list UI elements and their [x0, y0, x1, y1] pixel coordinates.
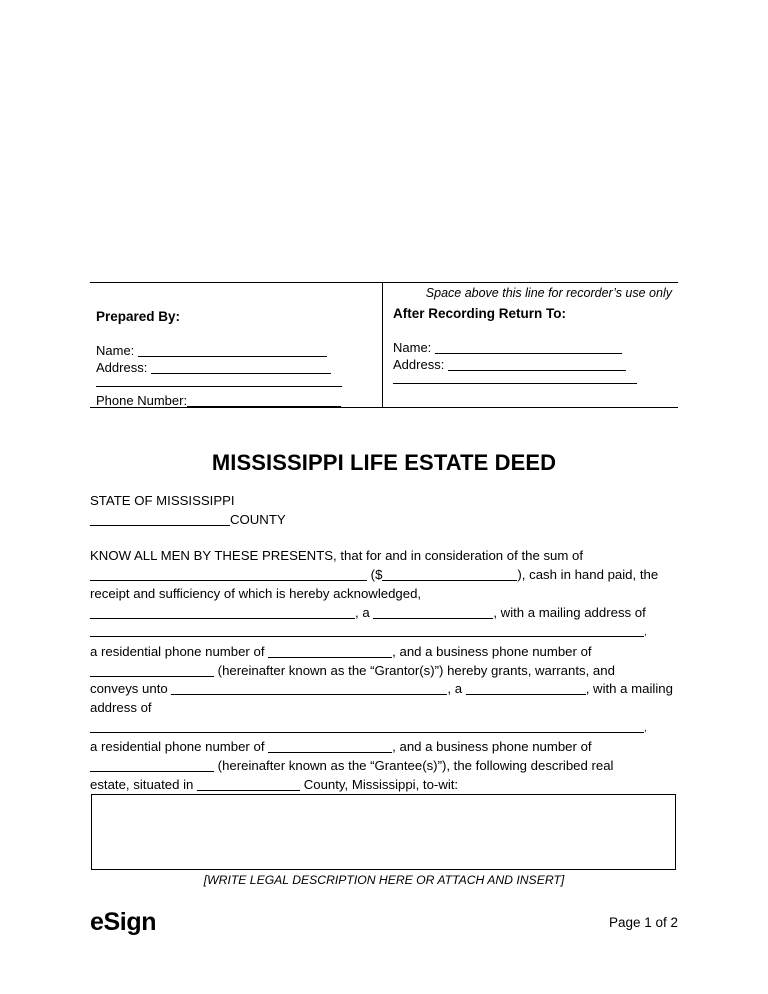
consideration-numeric-input[interactable] [382, 567, 517, 581]
grantee-res-phone-input[interactable] [268, 739, 392, 753]
prepared-by-top-gap [96, 291, 372, 308]
page-title: MISSISSIPPI LIFE ESTATE DEED [211, 450, 557, 475]
grantee-bus-phone-input[interactable] [90, 758, 214, 772]
grantee-name-input[interactable] [171, 681, 385, 695]
grantor-entity-input[interactable] [373, 605, 493, 619]
esign-logo: eSign [90, 908, 157, 936]
prepared-by-name-input[interactable] [138, 343, 327, 357]
consideration-intro: KNOW ALL MEN BY THESE PRESENTS, that for and in consideration of the sum of [90, 548, 584, 564]
grantee-address-comma: , [644, 722, 647, 734]
prepared-by-address-input[interactable] [151, 360, 331, 374]
return-to-address-input-2[interactable] [393, 383, 637, 384]
legal-description-caption: [WRITE LEGAL DESCRIPTION HERE OR ATTACH AND INSERT] [203, 873, 565, 887]
grantee-entity-input[interactable] [466, 681, 586, 695]
estate-county-input[interactable] [197, 777, 300, 791]
consideration-tail: ), cash in hand paid, the [517, 567, 659, 583]
grantee-address-input[interactable] [90, 719, 582, 733]
prepared-by-gap2 [96, 376, 372, 386]
page-footer [90, 908, 678, 937]
grantor-bus-phone-row [90, 662, 674, 681]
consideration-words-input-2[interactable] [322, 567, 367, 581]
prepared-by-cell [90, 282, 383, 408]
county-input[interactable] [90, 512, 230, 526]
grantee-mailing-tail: , with a mailing [585, 681, 673, 697]
return-to-name-label: Name: [393, 340, 432, 355]
consideration-amount-row [90, 566, 674, 585]
grantor-address-comma: , [644, 627, 647, 639]
grantee-name-row [90, 680, 674, 699]
grantor-address-input-2[interactable] [582, 623, 644, 637]
grantor-name-input[interactable] [90, 605, 355, 619]
page-number: Page 1 of 2 [608, 915, 678, 930]
prepared-by-phone-input[interactable] [187, 393, 341, 407]
grantee-address-row [90, 718, 674, 739]
prepared-by-phone-label: Phone Number: [96, 393, 188, 408]
prepared-by-spacer [96, 325, 372, 342]
dollar-open-paren: ($ [370, 567, 383, 583]
grantee-bus-phone-row [90, 757, 674, 776]
grantor-address-row [90, 622, 674, 643]
grantee-name-input-2[interactable] [385, 681, 447, 695]
grantor-res-phone-input[interactable] [268, 644, 392, 658]
grantee-res-phone-label: a residential phone number of [90, 739, 265, 755]
prepared-by-heading: Prepared By: [96, 309, 181, 324]
prepared-by-address-row [96, 359, 372, 376]
grantee-entity-comma: , a [447, 681, 463, 697]
consideration-words-input[interactable] [90, 567, 322, 581]
return-to-name-input[interactable] [435, 340, 622, 354]
prepared-by-name-row [96, 342, 372, 359]
recorder-header-table [90, 282, 678, 408]
grantor-bus-phone-input[interactable] [90, 663, 214, 677]
return-to-heading: After Recording Return To: [393, 306, 566, 321]
grantor-res-phone-label: a residential phone number of [90, 643, 265, 659]
grantor-mailing-tail: , with a mailing address of [493, 604, 646, 620]
return-to-address-label: Address: [393, 357, 445, 372]
grantor-designation: (hereinafter known as the “Grantor(s)”) hereby grants, warrants, and [217, 662, 615, 678]
legal-description-box[interactable] [91, 794, 676, 870]
recorder-space-note: Space above this line for recorder’s use only [425, 286, 672, 300]
prepared-by-address-label: Address: [96, 360, 148, 375]
grantee-phones-row [90, 738, 674, 757]
grantor-bus-phone-label: , and a business phone number of [392, 643, 592, 659]
return-to-name-row [393, 339, 672, 356]
return-to-address-input[interactable] [448, 357, 626, 371]
deed-body [90, 492, 674, 795]
return-to-gap2 [393, 373, 672, 383]
body-spacer-1 [90, 529, 674, 547]
grantee-address-input-2[interactable] [582, 719, 644, 733]
grantee-bus-phone-label: , and a business phone number of [392, 739, 592, 755]
receipt-line: receipt and sufficiency of which is hereby acknowledged, [90, 585, 422, 601]
prepared-by-phone-row [96, 392, 372, 409]
return-to-cell [383, 282, 678, 408]
grantee-address-label: address of [90, 700, 152, 716]
estate-situated-label: estate, situated in [90, 776, 194, 792]
grantor-phones-row [90, 643, 674, 662]
grantor-name-row [90, 604, 674, 623]
state-line: STATE OF MISSISSIPPI [90, 493, 235, 508]
estate-county-tail: County, Mississippi, to-wit: [303, 776, 459, 792]
estate-county-row [90, 776, 674, 795]
county-row [90, 511, 674, 530]
grantor-entity-comma: , a [355, 604, 370, 620]
grantor-address-input[interactable] [90, 623, 582, 637]
return-to-spacer [393, 322, 672, 339]
prepared-by-name-label: Name: [96, 343, 135, 358]
conveys-unto-label: conveys unto [90, 681, 168, 697]
grantee-designation: (hereinafter known as the “Grantee(s)”), the following described real [217, 758, 614, 774]
county-label: COUNTY [230, 511, 286, 527]
return-to-address-row [393, 356, 672, 373]
